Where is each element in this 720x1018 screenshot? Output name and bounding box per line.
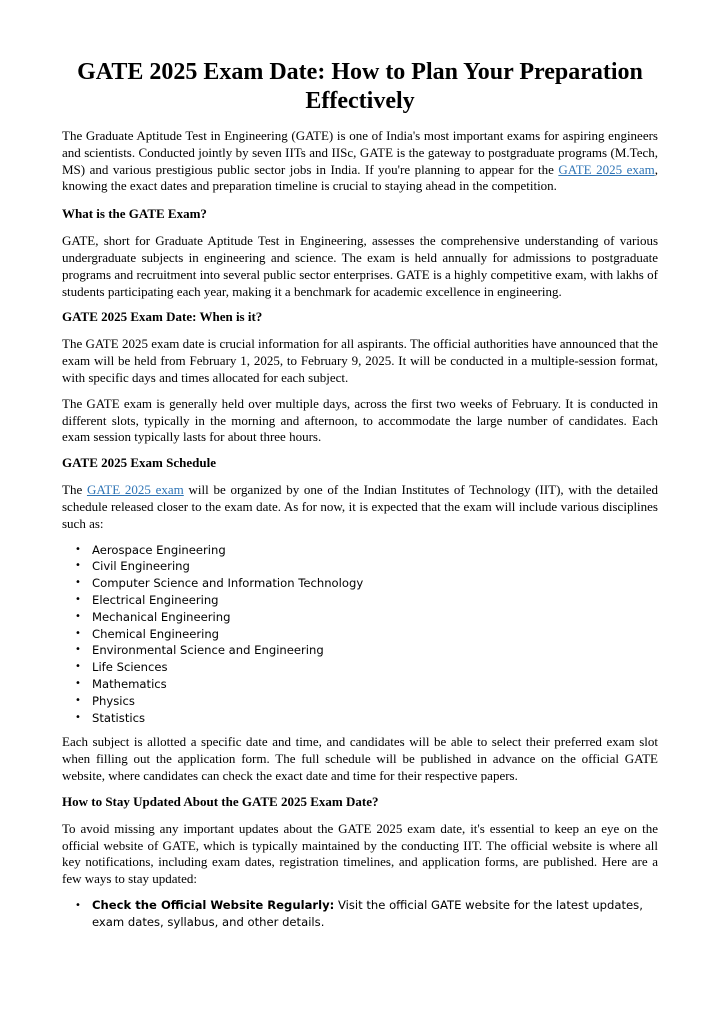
subjects-list (62, 542, 658, 727)
list-item-computer-science: • Computer Science and Information Technology (62, 575, 658, 592)
list-item-life-sciences: • Life Sciences (62, 659, 658, 676)
intro-paragraph (62, 128, 658, 195)
schedule-text-end: will be organized by one of the Indian Institutes of Technology (IIT), with the detailed schedule released closer to the exam date. As for now, it is expected that the exam will include various disciplines such as: (62, 482, 658, 531)
update-tips-list (62, 897, 658, 931)
schedule-text-start: The (62, 482, 87, 498)
list-item-civil-engineering: • Civil Engineering (62, 558, 658, 575)
section-heading-updates: How to Stay Updated About the GATE 2025 Exam Date? (62, 793, 379, 809)
list-item-mathematics: • Mathematics (62, 676, 658, 693)
list-item-chemical-engineering: • Chemical Engineering (62, 626, 658, 643)
section-heading-schedule: GATE 2025 Exam Schedule (62, 455, 216, 471)
document-page (62, 58, 658, 931)
schedule-closing-paragraph: Each subject is allotted a specific date and time, and candidates will be able to select their preferred exam slot when filling out the application form. The full schedule will be published in advance on the official GATE website, where candidates can check the exact date and time for their respective papers. (62, 734, 658, 783)
page-title: GATE 2025 Exam Date: How to Plan Your Preparation Effectively (77, 59, 643, 114)
list-item-physics: • Physics (62, 693, 658, 710)
list-item-mechanical-engineering: • Mechanical Engineering (62, 609, 658, 626)
list-item-electrical-engineering: • Electrical Engineering (62, 592, 658, 609)
list-item-aerospace-engineering: • Aerospace Engineering (62, 542, 658, 559)
section-heading-what-is: What is the GATE Exam? (62, 206, 207, 222)
section-heading-when: GATE 2025 Exam Date: When is it? (62, 309, 263, 325)
gate-2025-exam-link[interactable]: GATE 2025 exam (558, 161, 655, 177)
list-item-statistics: • Statistics (62, 710, 658, 727)
tip-text: Visit the official GATE website for the latest updates, exam dates, syllabus, and other details. (92, 897, 643, 929)
when-paragraph-sessions: The GATE exam is generally held over multiple days, across the first two weeks of February. It is conducted in different slots, typically in the morning and afternoon, to accommodate the large number of candidates. Each exam session typically lasts for about three hours. (62, 395, 658, 445)
intro-text-start: The Graduate Aptitude Test in Engineering (GATE) is one of India's most important exams for aspiring engineers and scientists. Conducted jointly by seven IITs and IISc, GATE is the gateway to postgraduate programs (M.Tech, MS) and various prestigious public sector jobs in India. If you're planning to appear for the (62, 128, 658, 177)
tip-label: Check the Official Website Regularly: (92, 897, 335, 912)
gate-2025-exam-link-schedule[interactable]: GATE 2025 exam (86, 482, 184, 498)
updates-paragraph: To avoid missing any important updates about the GATE 2025 exam date, it's essential to keep an eye on the official website of GATE, which is typically maintained by the conducting IIT. The official website is where all key notifications, including exam dates, registration timelines, and application forms, are published. Here are a few ways to stay updated: (62, 820, 658, 887)
intro-text-end: , knowing the exact dates and preparation timeline is crucial to staying ahead in the competition. (62, 161, 658, 194)
list-item-environmental-science: • Environmental Science and Engineering (62, 642, 658, 659)
schedule-paragraph (62, 482, 658, 532)
when-paragraph-dates: The GATE 2025 exam date is crucial information for all aspirants. The official authorities have announced that the exam will be held from February 1, 2025, to February 9, 2025. It will be conducted in a multiple-session format, with specific days and times allocated for each subject. (62, 336, 658, 385)
what-is-paragraph: GATE, short for Graduate Aptitude Test in Engineering, assesses the comprehensive understanding of various undergraduate subjects in engineering and science. The exam is held annually for admissions to postgraduate programs and recruitment into several public sector enterprises. GATE is a highly competitive exam, with lakhs of students participating each year, making it a benchmark for academic excellence in engineering. (62, 233, 658, 299)
list-item-check-official-website (62, 897, 658, 931)
